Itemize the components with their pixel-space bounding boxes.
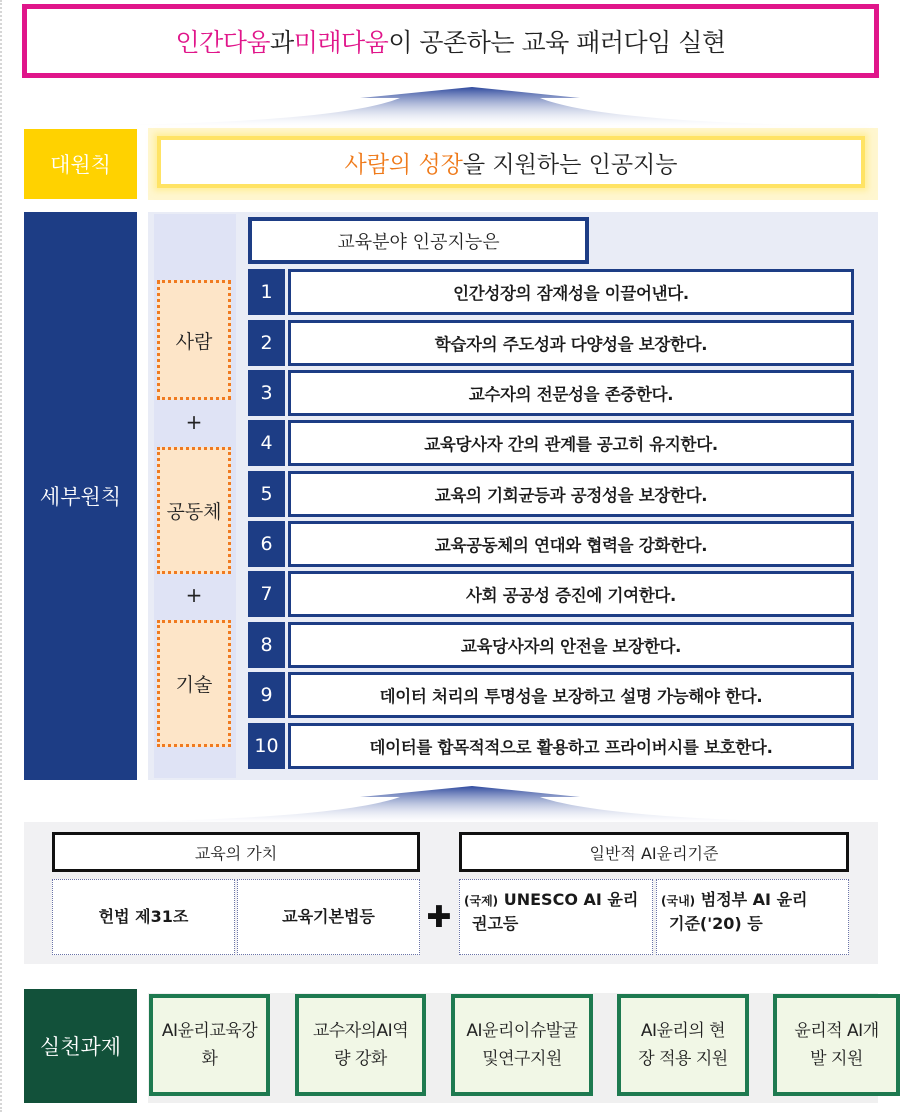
- principle-row: [248, 320, 854, 366]
- page-edge: [0, 0, 3, 1112]
- task-line: 발 지원: [810, 1049, 863, 1069]
- principle-row: [248, 622, 854, 668]
- principle-number: 10: [248, 723, 285, 769]
- vision-text: 이 공존하는 교육 패러다임 실현: [388, 28, 726, 57]
- principle-text: 교육당사자 간의 관계를 공고히 유지한다.: [288, 420, 854, 466]
- foundation-text-line2: 권고등: [472, 914, 519, 933]
- principle-number: 6: [248, 521, 285, 567]
- principle-row: [248, 471, 854, 517]
- task-line: 장 적용 지원: [638, 1049, 728, 1069]
- category-community: 공동체: [157, 447, 231, 574]
- principle-text: 교수자의 전문성을 존중한다.: [288, 370, 854, 416]
- task-line: 교수자의AI역: [312, 1020, 409, 1041]
- task-card: [149, 994, 270, 1096]
- principle-row: [248, 723, 854, 769]
- principle-text: 교육의 기회균등과 공정성을 보장한다.: [288, 471, 854, 517]
- principle-text: 데이터 처리의 투명성을 보장하고 설명 가능해야 한다.: [288, 672, 854, 718]
- task-line: AI윤리교육강: [161, 1020, 258, 1041]
- task-card: [773, 994, 900, 1096]
- principle-number: 5: [248, 471, 285, 517]
- principle-row: [248, 571, 854, 617]
- principle-number: 1: [248, 269, 285, 315]
- plus-icon: +: [185, 410, 203, 434]
- plus-icon: ✚: [426, 899, 452, 935]
- principle-row: [248, 269, 854, 315]
- principle-row: [248, 370, 854, 416]
- task-line: AI윤리이슈발굴: [466, 1020, 578, 1041]
- foundation-item: 교육기본법등: [237, 879, 420, 955]
- foundation-item-international: [459, 879, 653, 955]
- foundation-item: 헌법 제31조: [52, 879, 235, 955]
- principle-number: 9: [248, 672, 285, 718]
- principle-text: 학습자의 주도성과 다양성을 보장한다.: [288, 320, 854, 366]
- education-values-header: 교육의 가치: [52, 832, 420, 872]
- principle-row: [248, 420, 854, 466]
- foundation-prefix: (국제): [464, 894, 499, 908]
- principle-row: [248, 672, 854, 718]
- task-card: [295, 994, 426, 1096]
- task-card: [451, 994, 593, 1096]
- detail-intro: 교육분야 인공지능은: [248, 217, 589, 264]
- grand-principle-text: 을 지원하는 인공지능: [462, 151, 678, 178]
- plus-icon: +: [185, 583, 203, 607]
- vision-connector: 과: [270, 28, 294, 57]
- up-arrow-icon: [60, 84, 860, 126]
- principle-number: 4: [248, 420, 285, 466]
- grand-principle-label: 대원칙: [24, 129, 137, 199]
- detail-principles-label: 세부원칙: [24, 212, 137, 780]
- tasks-label: 실천과제: [24, 989, 137, 1103]
- foundation-text-line2: 기준('20) 등: [669, 914, 763, 933]
- principle-row: [248, 521, 854, 567]
- principle-text: 사회 공공성 증진에 기여한다.: [288, 571, 854, 617]
- principle-text: 교육공동체의 연대와 협력을 강화한다.: [288, 521, 854, 567]
- category-technology: 기술: [157, 620, 231, 747]
- foundation-text: UNESCO AI 윤리: [503, 890, 639, 909]
- principle-text: 교육당사자의 안전을 보장한다.: [288, 622, 854, 668]
- vision-highlight-humanity: 인간다움: [175, 28, 271, 57]
- task-card: [617, 994, 749, 1096]
- vision-highlight-future: 미래다움: [293, 28, 389, 57]
- principle-text: 데이터를 합목적적으로 활용하고 프라이버시를 보호한다.: [288, 723, 854, 769]
- task-line: AI윤리의 현: [640, 1020, 726, 1041]
- task-line: 윤리적 AI개: [794, 1020, 879, 1041]
- task-line: 화: [201, 1049, 218, 1069]
- task-line: 및연구지원: [482, 1049, 562, 1069]
- grand-principle-highlight: 사람의 성장: [344, 151, 463, 178]
- foundation-prefix: (국내): [661, 894, 696, 908]
- task-line: 량 강화: [334, 1049, 387, 1069]
- up-arrow-icon: [60, 783, 860, 823]
- grand-principle-box: [157, 136, 865, 188]
- principle-number: 2: [248, 320, 285, 366]
- ai-ethics-header: 일반적 AI윤리기준: [459, 832, 849, 872]
- principle-text: 인간성장의 잠재성을 이끌어낸다.: [288, 269, 854, 315]
- vision-box: [22, 4, 879, 78]
- foundation-item-domestic: [656, 879, 849, 955]
- principle-number: 7: [248, 571, 285, 617]
- principle-number: 8: [248, 622, 285, 668]
- foundation-text: 범정부 AI 윤리: [700, 890, 808, 909]
- category-people: 사람: [157, 280, 231, 400]
- principle-number: 3: [248, 370, 285, 416]
